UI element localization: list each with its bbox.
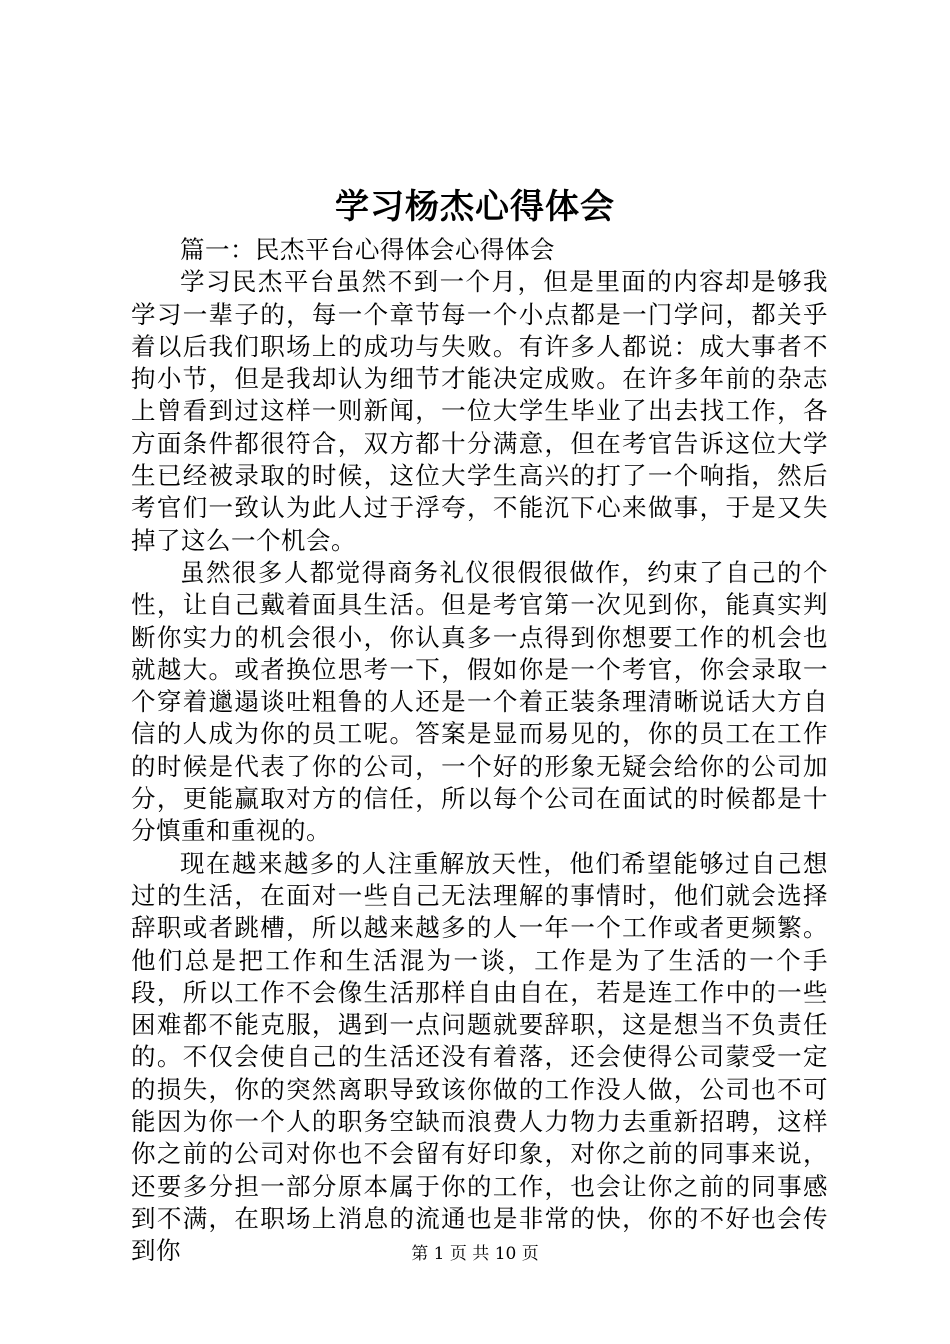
document-body (131, 234, 828, 1268)
paragraph: 虽然很多人都觉得商务礼仪很假很做作，约束了自己的个性，让自己戴着面具生活。但是考官第一次见到你，能真实判断你实力的机会很小，你认真多一点得到你想要工作的机会也就越大。或者换位思考一下，假如你是一个考官，你会录取一个穿着邋遢谈吐粗鲁的人还是一个着正装条理清晰说话大方自信的人成为你的员工呢。答案是显而易见的，你的员工在工作的时候是代表了你的公司，一个好的形象无疑会给你的公司加分，更能赢取对方的信任，所以每个公司在面试的时候都是十分慎重和重视的。 (131, 557, 828, 846)
page-footer: 第 1 页 共 10 页 (411, 1244, 539, 1264)
paragraph: 现在越来越多的人注重解放天性，他们希望能够过自己想过的生活，在面对一些自己无法理解的事情时，他们就会选择辞职或者跳槽，所以越来越多的人一年一个工作或者更频繁。他们总是把工作和生活混为一谈，工作是为了生活的一个手段，所以工作不会像生活那样自由自在，若是连工作中的一些困难都不能克服，遇到一点问题就要辞职，这是想当不负责任的。不仅会使自己的生活还没有着落，还会使得公司蒙受一定的损失，你的突然离职导致该你做的工作没人做，公司也不可能因为你一个人的职务空缺而浪费人力物力去重新招聘，这样你之前的公司对你也不会留有好印象，对你之前的同事来说，还要多分担一部分原本属于你的工作，也会让你之前的同事感到不满，在职场上消息的流通也是非常的快，你的不好也会传到你 (131, 848, 828, 1266)
document-title: 学习杨杰心得体会 (335, 187, 615, 227)
paragraph-heading: 篇一：民杰平台心得体会心得体会 (180, 235, 555, 264)
paragraph: 学习民杰平台虽然不到一个月，但是里面的内容却是够我学习一辈子的，每一个章节每一个小点都是一门学问，都关乎着以后我们职场上的成功与失败。有许多人都说：成大事者不拘小节，但是我却认为细节才能决定成败。在许多年前的杂志上曾看到过这样一则新闻，一位大学生毕业了出去找工作，各方面条件都很符合，双方都十分满意，但在考官告诉这位大学生已经被录取的时候，这位大学生高兴的打了一个响指，然后考官们一致认为此人过于浮夸，不能沉下心来做事，于是又失掉了这么一个机会。 (131, 267, 828, 555)
